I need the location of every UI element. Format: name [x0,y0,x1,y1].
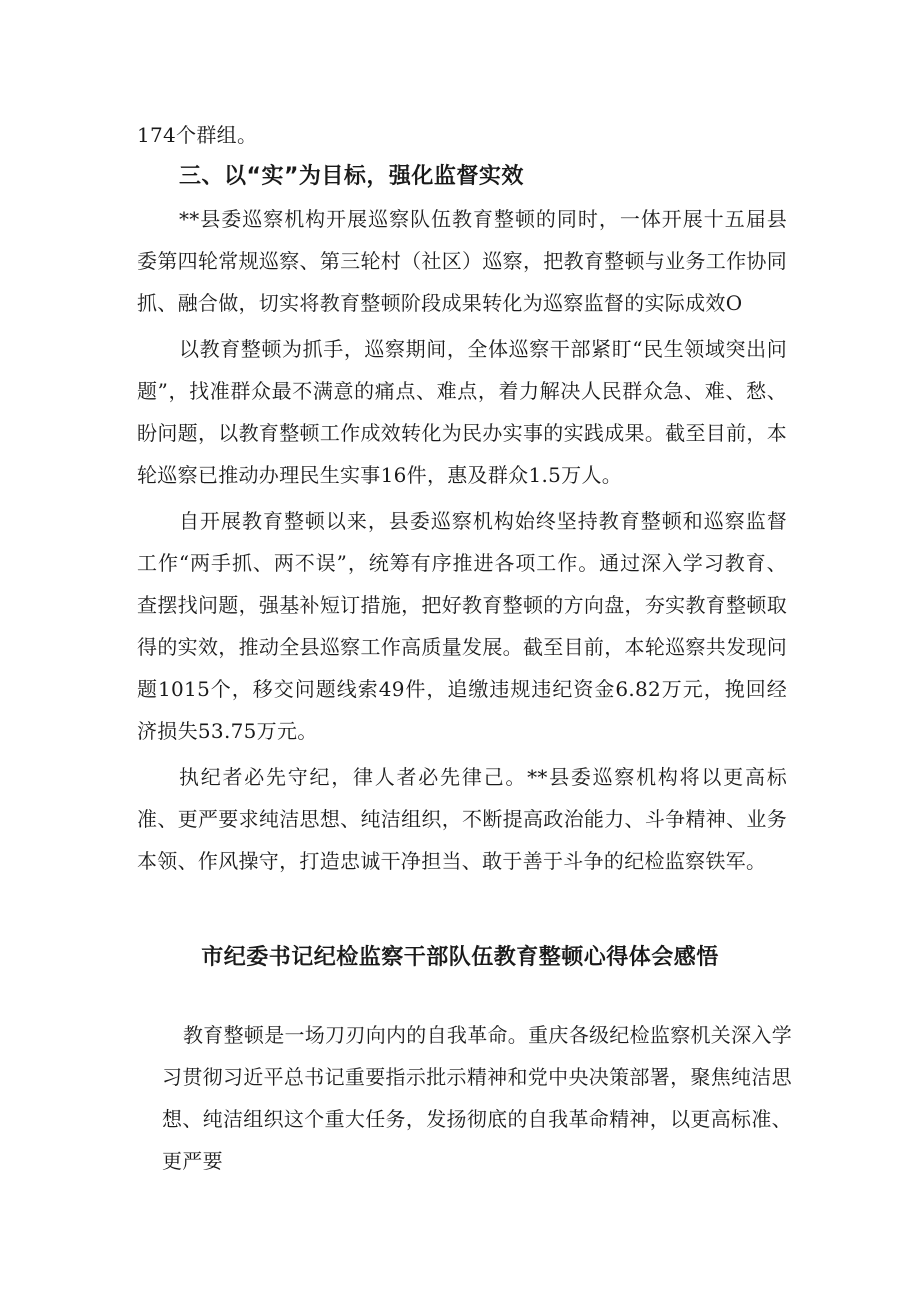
body-paragraph: 自开展教育整顿以来，县委巡察机构始终坚持教育整顿和巡察监督工作“两手抓、两不误”，统筹有序推进各项工作。通过深入学习教育、查摆找问题，强基补短订措施，把好教育整顿的方向盘，夯实教育整顿取得的实效，推动全县巡察工作高质量发展。截至目前，本轮巡察共发现问题1015个，移交问题线索49件，追缴违规违纪资金6.82万元，挽回经济损失53.75万元。 [137,509,787,743]
article-title: 市纪委书记纪检监察干部队伍教育整顿心得体会感悟 [201,945,719,970]
section-heading: 三、以“实”为目标，强化监督实效 [179,164,524,189]
body-paragraph: 教育整顿是一场刀刃向内的自我革命。重庆各级纪检监察机关深入学习贯彻习近平总书记重要指示批示精神和党中央决策部署，聚焦纯洁思想、纯洁组织这个重大任务，发扬彻底的自我革命精神，以更高标准、更严要 [162,1023,792,1173]
body-paragraph: **县委巡察机构开展巡察队伍教育整顿的同时，一体开展十五届县委第四轮常规巡察、第三轮村（社区）巡察，把教育整顿与业务工作协同抓、融合做，切实将教育整顿阶段成果转化为巡察监督的实际成效O [137,207,787,315]
continuation-line: 174个群组。 [137,123,258,147]
section-two [162,1014,792,1182]
body-paragraph: 执纪者必先守纪，律人者必先律己。**县委巡察机构将以更高标准、更严要求纯洁思想、纯洁组织，不断提高政治能力、斗争精神、业务本领、作风操守，打造忠诚干净担当、敢于善于斗争的纪检监察铁军。 [137,765,787,873]
body-paragraph: 以教育整顿为抓手，巡察期间，全体巡察干部紧盯“民生领域突出问题”，找准群众最不满意的痛点、难点，着力解决人民群众急、难、愁、盼问题，以教育整顿工作成效转化为民办实事的实践成果。截至目前，本轮巡察已推动办理民生实事16件，惠及群众1.5万人。 [137,337,787,487]
section-one [137,114,787,882]
